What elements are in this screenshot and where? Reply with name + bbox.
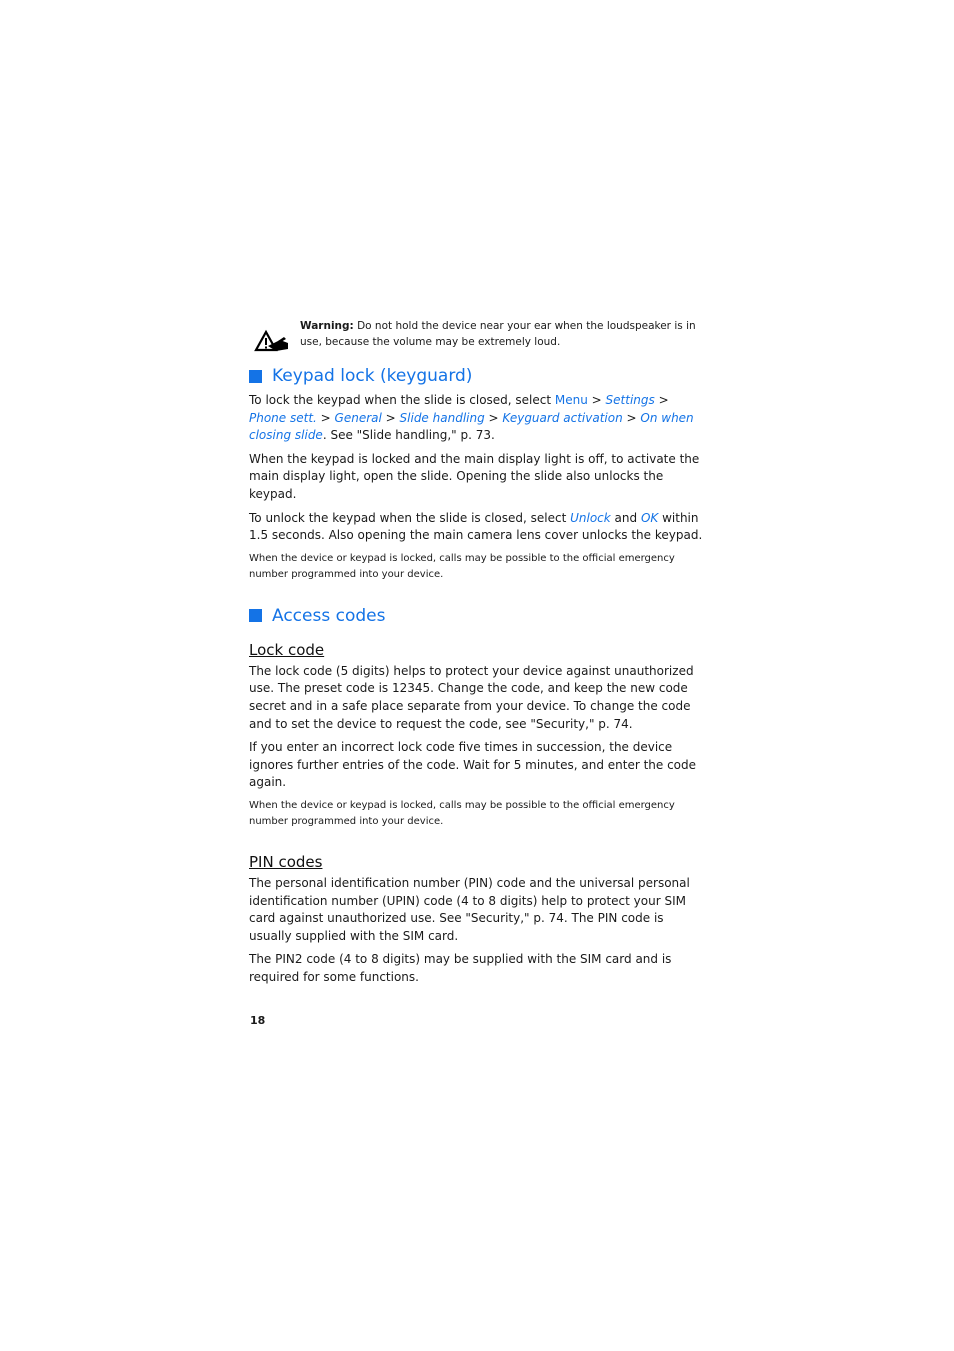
pin-codes-paragraph-1: The personal identification number (PIN) code and the universal personal identification number (UPIN) code (4 to 8 digits) help to protect your SIM card against unauthorized use. See "Security," p. 74. The PIN code is usually supplied with the SIM card. <box>249 875 690 943</box>
slide-handling-link[interactable]: Slide handling <box>399 410 485 425</box>
pin-codes-paragraph-2: The PIN2 code (4 to 8 digits) may be supplied with the SIM card and is required for some functions. <box>249 952 672 984</box>
settings-link[interactable]: Settings <box>605 393 655 407</box>
warning-hand-icon <box>254 328 290 352</box>
keypad-paragraph-3: To unlock the keypad when the slide is closed, select Unlock and OK within 1.5 seconds. Also opening the main camera lens cover unlocks the keypad. <box>249 510 703 543</box>
keypad-paragraph-2: When the keypad is locked and the main display light is off, to activate the main display light, open the slide. Opening the slide also unlocks the keypad. <box>249 451 700 501</box>
lock-code-paragraph-2: If you enter an incorrect lock code five times in succession, the device ignores further entries of the code. Wait for 5 minutes, and enter the code again. <box>249 740 697 790</box>
warning-note <box>249 318 709 350</box>
keyguard-activation-link[interactable]: Keyguard activation <box>502 410 623 425</box>
ok-link[interactable]: OK <box>640 510 659 525</box>
warning-label: Warning: <box>300 320 354 332</box>
section-heading-keypad-lock: Keypad lock (keyguard) <box>249 365 709 387</box>
subheading-pin-codes: PIN codes <box>249 852 323 871</box>
warning-text: Do not hold the device near your ear when the loudspeaker is in use, because the volume may be extremely loud. <box>300 320 696 348</box>
menu-link[interactable]: Menu <box>554 393 588 407</box>
keypad-note: When the device or keypad is locked, calls may be possible to the official emergency number programmed into your device. <box>249 552 675 580</box>
general-link[interactable]: General <box>334 410 382 425</box>
unlock-link[interactable]: Unlock <box>570 510 611 525</box>
heading-square-icon <box>249 370 262 383</box>
on-when-closing-slide-link[interactable]: On when closing slide <box>249 410 694 443</box>
keypad-paragraph-1: To lock the keypad when the slide is closed, select Menu > Settings > Phone sett. > General > Slide handling > Keyguard activation > On when closing slide. See "Slide handling," p. 73. <box>249 393 694 443</box>
page-content <box>249 318 709 992</box>
phone-sett-link[interactable]: Phone sett. <box>249 410 317 425</box>
heading-square-icon <box>249 609 262 622</box>
lock-code-note: When the device or keypad is locked, calls may be possible to the official emergency number programmed into your device. <box>249 799 675 827</box>
lock-code-paragraph-1: The lock code (5 digits) helps to protect your device against unauthorized use. The preset code is 12345. Change the code, and keep the new code secret and in a safe place separate from your device. To change the code and to set the device to request the code, see "Security," p. 74. <box>249 663 694 731</box>
subheading-lock-code: Lock code <box>249 640 325 659</box>
section-heading-access-codes: Access codes <box>249 605 709 627</box>
page-number: 18 <box>250 1014 266 1027</box>
